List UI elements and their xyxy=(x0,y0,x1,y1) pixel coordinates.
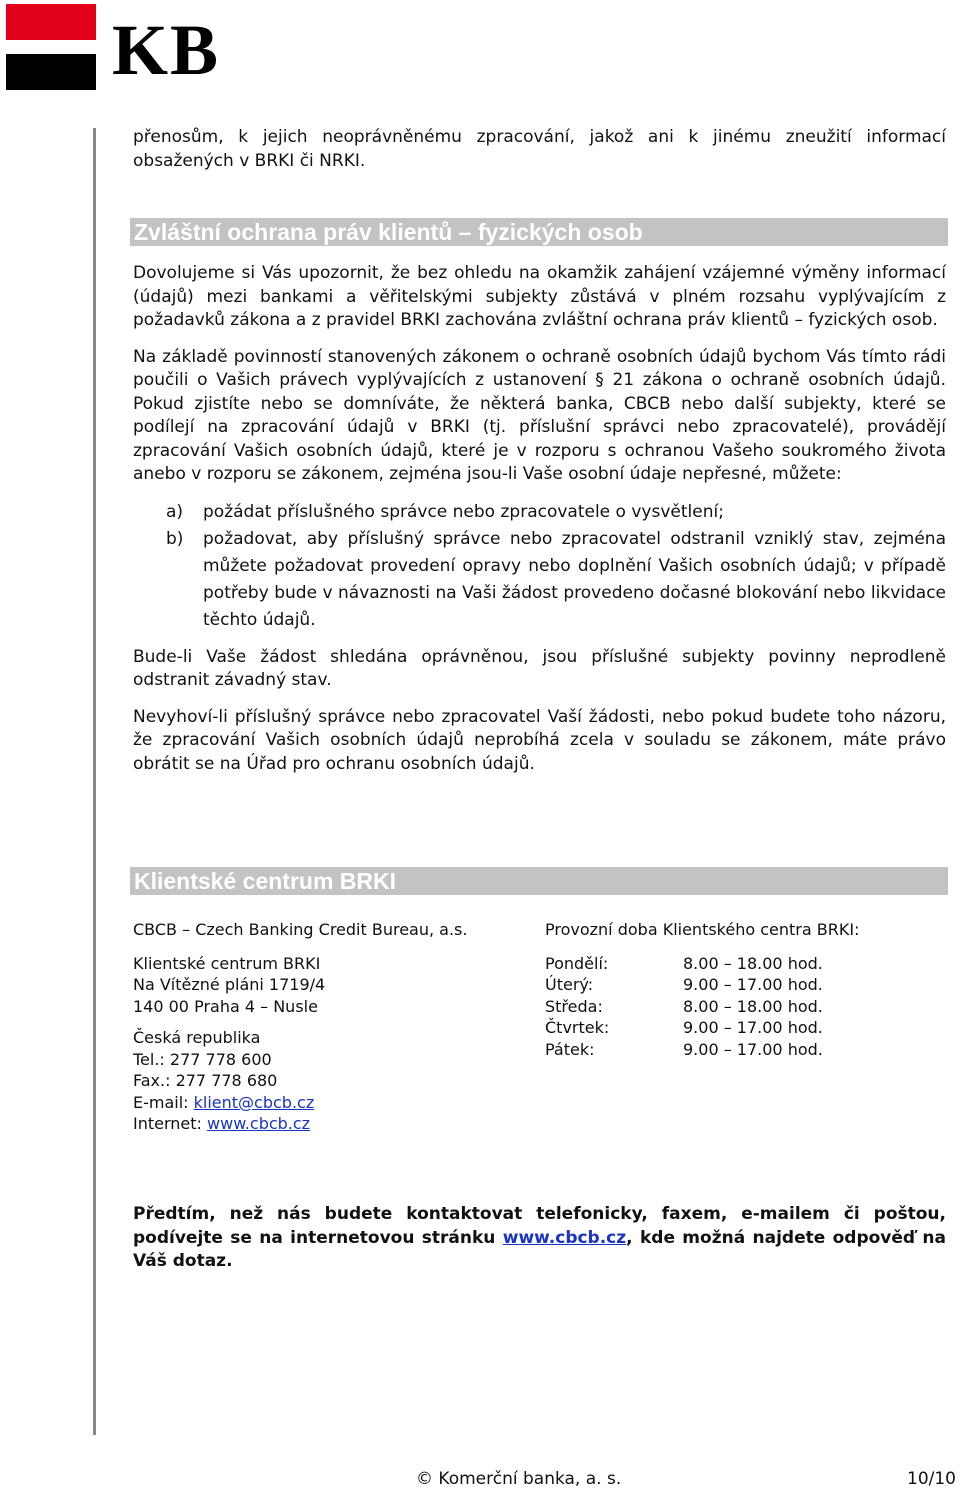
rights-paragraph-2: Na základě povinností stanovených zákonem o ochraně osobních údajů bychom Vás tímto rádi poučili o Vašich právech vyplývajících z ustanovení § 21 zákona o ochraně osobních údajů. Pokud zjistíte nebo se domníváte, že některá banka, CBCB nebo další subjekty, které se podílejí na zpracování údajů v BRKI (tj. příslušní správci nebo zpracovatelé), provádějí zpracování Vašich osobních údajů, které je v rozporu s ochranou Vašeho soukromého života anebo v rozporu se zákonem, zejména jsou-li Vaše osobní údaje nepřesné, můžete: xyxy=(133,346,946,484)
phone: Tel.: 277 778 600 xyxy=(133,1049,272,1069)
intro-block xyxy=(133,126,946,173)
hours-time: 9.00 – 17.00 hod. xyxy=(683,975,823,994)
rights-paragraph-1: Dovolujeme si Vás upozornit, že bez ohledu na okamžik zahájení vzájemné výměny informací (údajů) mezi bankami a věřitelskými subjekty zůstává v plném rozsahu vyplývajícím z požadavků zákona a z pravidel BRKI zachována zvláštní ochrana práv klientů – fyzických osob. xyxy=(133,263,946,330)
hours-time: 9.00 – 17.00 hod. xyxy=(683,1039,823,1059)
list-marker: a) xyxy=(166,501,184,522)
section-heading-text: Klientské centrum BRKI xyxy=(134,868,397,894)
section-heading-text: Zvláštní ochrana práv klientů – fyzických osob xyxy=(134,219,643,245)
notice-paragraph xyxy=(133,1203,946,1274)
footer-copyright: © Komerční banka, a. s. xyxy=(416,1469,622,1489)
section-heading-rights xyxy=(130,218,948,246)
left-margin-rule xyxy=(93,128,96,1435)
hours-day: Čtvrtek: xyxy=(545,1018,610,1037)
hours-time: 8.00 – 18.00 hod. xyxy=(683,953,823,973)
list-item-text: požádat příslušného správce nebo zpracovatele o vysvětlení; xyxy=(203,501,724,522)
notice-text-before: Předtím, než nás budete kontaktovat telefonicky, faxem, e-mailem či poštou, podívejte se na internetovou stránku xyxy=(133,1204,946,1248)
hours-column xyxy=(545,919,945,1060)
address-line: 140 00 Praha 4 – Nusle xyxy=(133,996,318,1016)
hours-row xyxy=(545,1017,945,1039)
hours-day: Středa: xyxy=(545,996,603,1016)
hours-day: Pondělí: xyxy=(545,953,609,973)
hours-table xyxy=(545,953,945,1061)
contact-column xyxy=(133,919,533,1135)
hours-time: 9.00 – 17.00 hod. xyxy=(683,1018,823,1037)
section-heading-client-centre xyxy=(130,867,948,895)
rights-paragraph-3: Bude-li Vaše žádost shledána oprávněnou, jsou příslušné subjekty povinny neprodleně odstranit závadný stav. xyxy=(133,646,946,690)
hours-time: 8.00 – 18.00 hod. xyxy=(683,996,823,1016)
rights-paragraph-4: Nevyhoví-li příslušný správce nebo zpracovatel Vaší žádosti, nebo pokud budete toho názoru, že zpracování Vašich osobních údajů neprobíhá zcela v souladu se zákonem, máte právo obrátit se na Úřad pro ochranu osobních údajů. xyxy=(133,706,946,774)
list-item xyxy=(166,499,946,526)
email-link[interactable]: klient@cbcb.cz xyxy=(193,1092,315,1112)
address-line: Klientské centrum BRKI xyxy=(133,953,321,973)
hours-row xyxy=(545,996,945,1018)
website-link[interactable]: www.cbcb.cz xyxy=(207,1114,311,1133)
list-item xyxy=(166,526,946,634)
hours-row xyxy=(545,974,945,996)
address-line: Na Vítězné pláni 1719/4 xyxy=(133,975,326,994)
page-number: 10/10 xyxy=(907,1469,956,1489)
logo-text: KB xyxy=(112,10,221,90)
hours-day: Pátek: xyxy=(545,1039,595,1059)
internet-label: Internet: xyxy=(133,1114,208,1133)
intro-paragraph: přenosům, k jejich neoprávněnému zpracování, jakož ani k jinému zneužití informací obsažených v BRKI či NRKI. xyxy=(133,127,946,171)
country: Česká republika xyxy=(133,1028,261,1047)
hours-title: Provozní doba Klientského centra BRKI: xyxy=(545,920,860,939)
rights-list xyxy=(166,499,946,634)
list-item-text: požadovat, aby příslušný správce nebo zpracovatel odstranil vzniklý stav, zejména můžete požadovat provedení opravy nebo doplnění Vašich osobních údajů; v případě potřeby bude v návaznosti na Vaši žádost provedeno dočasné blokování nebo likvidace těchto údajů. xyxy=(203,528,946,630)
notice-website-link[interactable]: www.cbcb.cz xyxy=(502,1227,627,1248)
notice-text-after: , kde možná najdete odpověď na Váš dotaz. xyxy=(133,1227,946,1271)
email-row xyxy=(133,1092,533,1114)
company-name: CBCB – Czech Banking Credit Bureau, a.s. xyxy=(133,920,468,939)
email-label: E-mail: xyxy=(133,1092,194,1112)
logo-black-square xyxy=(6,54,96,90)
hours-row xyxy=(545,1039,945,1061)
internet-row xyxy=(133,1113,533,1135)
address-block xyxy=(133,953,533,1018)
list-marker: b) xyxy=(166,528,184,549)
contact-notice xyxy=(133,1203,946,1274)
fax: Fax.: 277 778 680 xyxy=(133,1071,278,1090)
hours-row xyxy=(545,953,945,975)
section-rights-body xyxy=(133,262,946,776)
hours-day: Úterý: xyxy=(545,975,594,994)
logo-stripe xyxy=(6,40,96,54)
